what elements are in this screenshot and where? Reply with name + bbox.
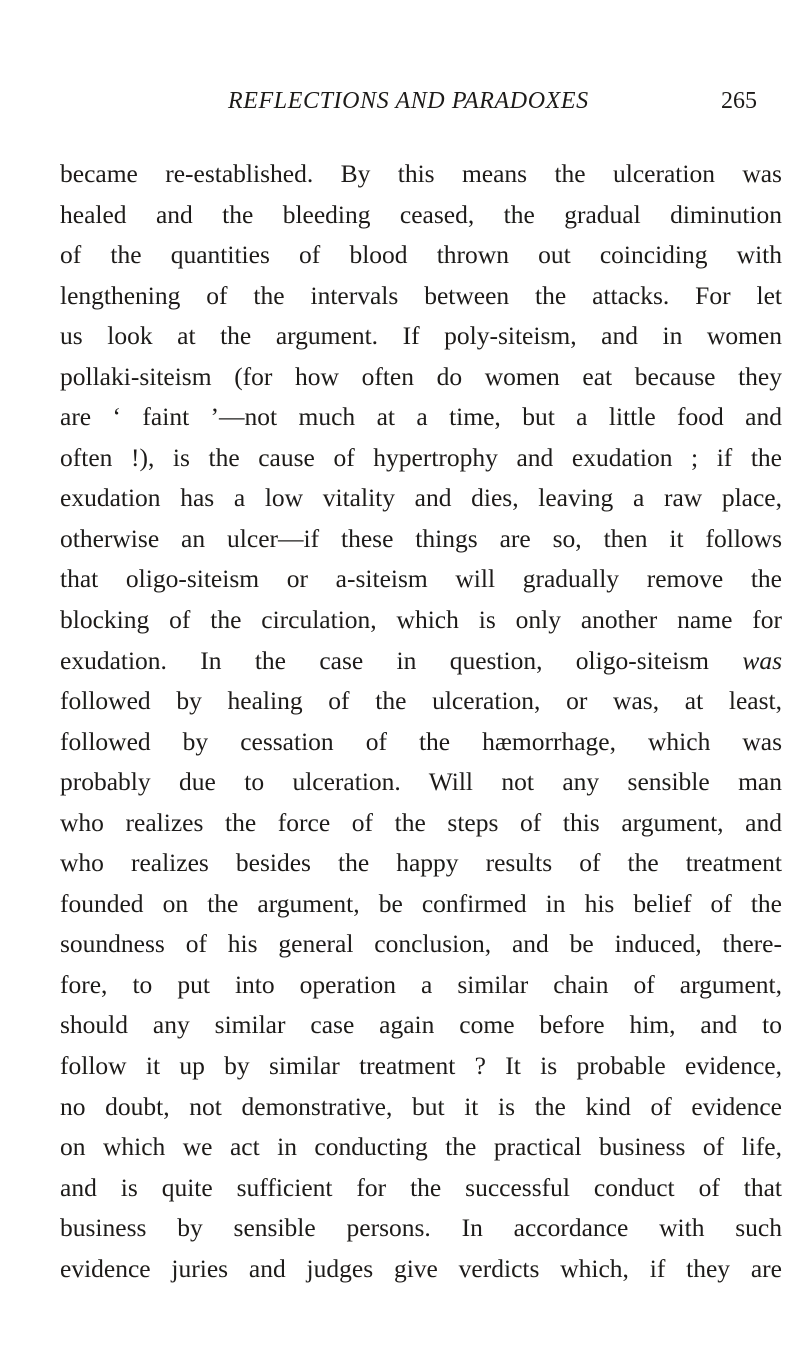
text-line: healed and the bleeding ceased, the gradual diminution <box>60 199 782 229</box>
text-line: of the quantities of blood thrown out coinciding with <box>60 240 782 270</box>
text-line: followed by healing of the ulceration, or was, at least, <box>60 686 782 716</box>
text-line: often !), is the cause of hypertrophy and exudation ; if the <box>60 442 782 472</box>
text-line: should any similar case again come before him, and to <box>60 1010 782 1040</box>
page-number: 265 <box>721 88 757 114</box>
text-line: are ‘ faint ’—not much at a time, but a little food and <box>60 402 782 432</box>
text-line: no doubt, not demonstrative, but it is the kind of evidence <box>60 1091 782 1121</box>
text-line: that oligo-siteism or a-siteism will gradually remove the <box>60 564 782 594</box>
text-line-with-italic <box>60 641 782 682</box>
text-line: probably due to ulceration. Will not any sensible man <box>60 767 782 797</box>
text-line: evidence juries and judges give verdicts which, if they are <box>60 1253 782 1283</box>
text-line: us look at the argument. If poly-siteism, and in women <box>60 321 782 351</box>
text-line: exudation has a low vitality and dies, leaving a raw place, <box>60 483 782 513</box>
text-line: followed by cessation of the hæmorrhage, which was <box>60 726 782 756</box>
text-line: founded on the argument, be confirmed in his belief of the <box>60 888 782 918</box>
text-line: who realizes besides the happy results of the treatment <box>60 848 782 878</box>
text-line: otherwise an ulcer—if these things are so, then it follows <box>60 523 782 553</box>
text-line: follow it up by similar treatment ? It is probable evidence, <box>60 1051 782 1081</box>
text-segment: exudation. In the case in question, oligo-siteism <box>60 645 709 675</box>
text-line: on which we act in conducting the practical business of life, <box>60 1132 782 1162</box>
text-line: fore, to put into operation a similar chain of argument, <box>60 969 782 999</box>
text-line: pollaki-siteism (for how often do women eat because they <box>60 361 782 391</box>
running-title: REFLECTIONS AND PARADOXES <box>228 88 589 114</box>
italic-word: was <box>742 645 783 675</box>
text-line: lengthening of the intervals between the attacks. For let <box>60 280 782 310</box>
text-line: business by sensible persons. In accordance with such <box>60 1213 782 1243</box>
text-line: and is quite sufficient for the successful conduct of that <box>60 1172 782 1202</box>
running-head <box>0 88 801 128</box>
text-line: became re-established. By this means the ulceration was <box>60 159 782 188</box>
text-line: blocking of the circulation, which is only another name for <box>60 605 782 635</box>
text-line: soundness of his general conclusion, and be induced, there- <box>60 929 782 959</box>
text-line: who realizes the force of the steps of this argument, and <box>60 807 782 837</box>
body-text <box>60 154 782 1289</box>
